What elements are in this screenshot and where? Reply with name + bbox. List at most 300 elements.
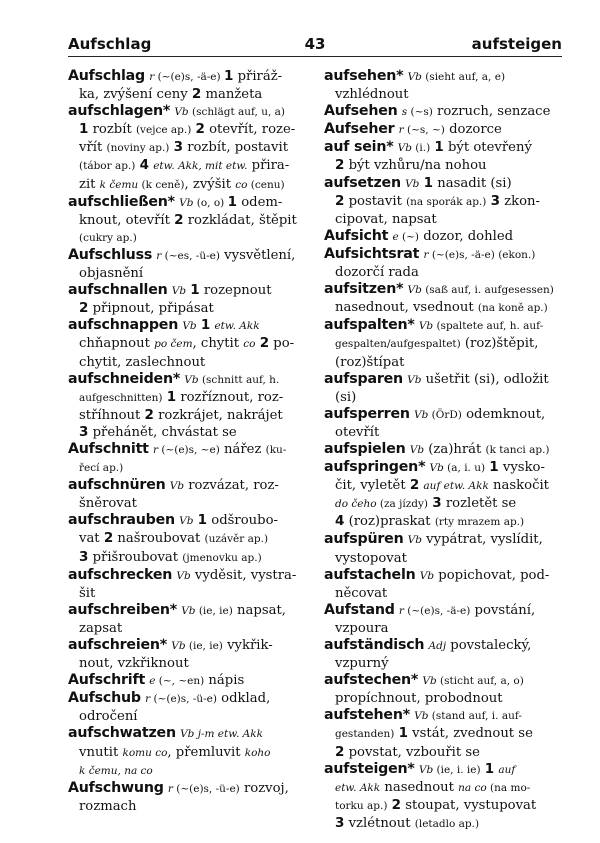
note: (~(e)s, ~e) — [157, 443, 220, 456]
entry-line — [324, 139, 566, 157]
definition-text: odklad, — [216, 691, 271, 707]
sense-number: 2 — [335, 743, 345, 760]
entry-line — [324, 389, 566, 406]
grammar-label: Vb — [409, 443, 425, 456]
grammar-label: r — [423, 248, 429, 261]
entry-line — [324, 531, 566, 549]
note: (schnitt auf, h. — [198, 373, 280, 386]
dictionary-entry — [324, 103, 566, 121]
note: (ÖrD) — [428, 408, 462, 421]
dictionary-entry — [68, 103, 318, 193]
grammar-label: Vb — [184, 373, 199, 386]
headword: aufschlagen* — [68, 103, 171, 120]
page-header — [68, 34, 562, 57]
grammar-label: Vb — [176, 569, 191, 582]
dictionary-entry — [68, 780, 318, 815]
header-last-entry: aufsteigen — [471, 35, 562, 53]
definition-text: rozletět se — [441, 496, 517, 512]
dictionary-entry — [68, 672, 318, 690]
entry-line — [68, 637, 318, 655]
definition-text: vysvětlení, — [219, 247, 296, 263]
entry-line — [324, 513, 566, 531]
definition-text: vzpoura — [335, 620, 389, 636]
entry-line — [324, 335, 566, 353]
note: (~s) — [407, 106, 433, 119]
dictionary-entry — [68, 637, 318, 672]
usage-note: etw. Akk — [214, 320, 260, 333]
usage-note: k čemu, na co — [79, 764, 153, 777]
entry-line — [68, 459, 318, 477]
definition-text: připnout, připásat — [88, 301, 214, 317]
sense-number: 1 — [200, 317, 211, 334]
definition-text: být vzhůru/na nohou — [344, 158, 487, 174]
headword: aufschnappen — [68, 317, 179, 334]
definition-text: vstát, zvednout se — [407, 726, 533, 742]
sense-number: 2 — [79, 300, 89, 317]
note: (uzávěr ap.) — [204, 533, 269, 546]
entry-line — [68, 103, 318, 121]
entry-line — [68, 567, 318, 585]
dictionary-entry — [324, 672, 566, 707]
entry-line — [324, 550, 566, 567]
sense-number: 3 — [79, 423, 89, 440]
entry-line — [324, 86, 566, 103]
definition-text: (roz)štěpit, — [460, 336, 539, 352]
sense-number: 2 — [195, 121, 205, 138]
grammar-label: Vb — [418, 320, 434, 333]
entry-line — [68, 585, 318, 602]
dictionary-entry — [324, 228, 566, 246]
headword: Aufsicht — [324, 227, 389, 244]
definition-text: dozorce — [444, 122, 502, 138]
usage-note: co — [235, 178, 248, 191]
note: (~es, -ü-e) — [161, 249, 220, 262]
definition-text: postavit — [344, 193, 407, 209]
usage-note: komu co — [122, 746, 168, 759]
note: gestanden) — [335, 728, 395, 741]
headword: aufstacheln — [324, 566, 416, 583]
definition-text: zit — [79, 176, 100, 192]
definition-text: rozepnout — [199, 283, 272, 299]
usage-note: etw. Akk — [335, 781, 381, 794]
headword: aufschließen* — [68, 193, 175, 210]
entry-line — [324, 602, 566, 620]
note: (cenu) — [247, 178, 285, 191]
headword: aufschrauben — [68, 512, 175, 529]
headword: aufspringen* — [324, 459, 426, 476]
note: (spaltete auf, h. auf- — [433, 320, 544, 333]
dictionary-entry — [68, 282, 318, 317]
note: (na mo- — [486, 781, 531, 794]
sense-number: 3 — [79, 548, 89, 565]
dictionary-entry — [68, 512, 318, 566]
definition-text: vzlétnout — [344, 815, 415, 831]
definition-text: rozkládat, štěpit — [183, 212, 297, 228]
headword: aufschnallen — [68, 282, 168, 299]
headword: aufständisch — [324, 637, 425, 653]
grammar-label: Vb — [407, 373, 422, 386]
definition-text: ušetřit (si), odložit — [421, 371, 549, 387]
grammar-label: Vb — [171, 640, 186, 652]
headword: Aufseher — [324, 121, 395, 138]
definition-text: naskočit — [488, 478, 549, 494]
definition-text: odemknout, — [461, 406, 546, 422]
entry-line — [68, 690, 318, 708]
entry-line — [68, 371, 318, 389]
sense-number: 3 — [173, 139, 183, 156]
definition-text: dozorčí rada — [335, 265, 419, 281]
note: (ie, ie) — [185, 640, 223, 652]
headword: aufsitzen* — [324, 281, 404, 298]
entry-line — [68, 335, 318, 353]
definition-text: rozmach — [79, 798, 137, 814]
entry-line — [324, 246, 566, 264]
entry-line — [68, 68, 318, 86]
entry-line — [68, 780, 318, 798]
entry-line — [324, 175, 566, 193]
entry-line — [324, 744, 566, 761]
note: (za jízdy) — [376, 498, 429, 511]
dictionary-entry — [324, 441, 566, 459]
definition-text: napsat, — [232, 602, 286, 618]
definition-text: (roz)praskat — [344, 514, 435, 530]
sense-number: 3 — [335, 814, 345, 831]
entry-line — [324, 725, 566, 743]
definition-text: otevřít, roze- — [204, 122, 296, 138]
grammar-label: Vb — [429, 462, 444, 475]
entry-line — [68, 121, 318, 139]
definition-text: vzpurný — [335, 656, 389, 672]
entry-line — [324, 672, 566, 690]
dictionary-entry — [324, 602, 566, 637]
sense-number: 1 — [423, 174, 434, 191]
definition-text: popichovat, pod- — [434, 567, 550, 583]
usage-note: do čeho — [335, 498, 377, 511]
definition-text: chňapnout — [79, 336, 155, 352]
headword: Aufschnitt — [68, 440, 149, 457]
definition-text: odšroubo- — [207, 513, 278, 529]
grammar-label: e — [392, 230, 399, 243]
dictionary-entry — [68, 725, 318, 779]
definition-text: , přemluvit — [167, 744, 245, 760]
definition-text: rozvoj, — [239, 780, 289, 796]
sense-number: 2 — [103, 530, 114, 547]
entry-line — [68, 139, 318, 157]
headword: aufsteigen* — [324, 760, 415, 777]
note: gespalten/aufgespaltet) — [335, 338, 461, 351]
headword: aufsehen* — [324, 68, 404, 84]
sense-number: 1 — [227, 193, 238, 210]
usage-note: auf etw. Akk — [423, 480, 489, 493]
entry-line — [68, 762, 318, 780]
sense-number: 2 — [391, 796, 402, 813]
note: (sticht auf, a, o) — [436, 675, 524, 688]
definition-text: šit — [79, 585, 96, 601]
definition-text: našroubovat — [113, 531, 205, 547]
note: torku ap.) — [335, 799, 388, 812]
entry-line — [324, 121, 566, 139]
definition-text: stoupat, vystupovat — [401, 797, 537, 813]
entry-line — [68, 407, 318, 424]
dictionary-entry — [68, 477, 318, 512]
dictionary-entry — [324, 567, 566, 602]
dictionary-entry — [68, 371, 318, 441]
entry-line — [324, 761, 566, 779]
headword: Aufschlag — [68, 68, 146, 84]
entry-line — [68, 655, 318, 672]
grammar-label: Vb — [407, 534, 422, 547]
note: (ie, ie) — [195, 604, 233, 617]
headword: auf sein* — [324, 139, 394, 156]
entry-line — [68, 229, 318, 247]
grammar-label: r — [156, 249, 162, 262]
note: (i.) — [411, 142, 431, 155]
definition-text: odem- — [237, 194, 283, 210]
definition-text: nasednout, vsednout — [335, 300, 478, 316]
definition-text: nasadit (si) — [433, 175, 512, 191]
sense-number: 4 — [335, 513, 345, 530]
grammar-label: Vb — [407, 284, 422, 297]
entry-line — [324, 779, 566, 797]
headword: aufschreiben* — [68, 601, 177, 618]
left-column — [68, 68, 318, 815]
definition-text: vypátrat, vyslídit, — [421, 532, 543, 548]
entry-line — [324, 68, 566, 86]
definition-text: vnutit — [79, 744, 123, 760]
headword: aufspalten* — [324, 317, 415, 334]
entry-line — [68, 424, 318, 441]
entry-line — [68, 798, 318, 815]
usage-note: co — [243, 338, 256, 351]
entry-line — [324, 797, 566, 815]
headword: aufsperren — [324, 405, 410, 422]
definition-text: vřít — [79, 140, 107, 156]
note: řecí ap.) — [79, 462, 124, 475]
entry-line — [324, 707, 566, 725]
definition-text: otevřít — [335, 424, 380, 440]
grammar-label: Vb — [181, 604, 196, 617]
entry-line — [68, 282, 318, 300]
headword: aufschrecken — [68, 566, 173, 583]
definition-text: přiráž- — [233, 69, 283, 84]
grammar-label: r — [149, 71, 155, 83]
entry-line — [324, 459, 566, 477]
entry-line — [68, 354, 318, 371]
headword: Aufsichtsrat — [324, 245, 420, 262]
grammar-label: Vb — [407, 71, 422, 83]
definition-text: vzhlédnout — [335, 87, 409, 103]
entry-line — [324, 264, 566, 281]
note: (stand auf, i. auf- — [428, 710, 522, 723]
grammar-label: Vb — [169, 480, 185, 493]
entry-line — [324, 103, 566, 121]
entry-line — [68, 194, 318, 212]
grammar-label: Vb — [414, 408, 429, 421]
note: (a, i. u) — [443, 462, 486, 475]
grammar-label: r — [167, 782, 173, 795]
entry-line — [324, 620, 566, 637]
sense-number: 1 — [434, 139, 444, 156]
definition-text: rozříznout, roz- — [176, 389, 284, 405]
headword: aufschneiden* — [68, 370, 181, 387]
note: (schlägt auf, u, a) — [188, 106, 286, 119]
definition-text: vyděsit, vystra- — [190, 567, 297, 583]
dictionary-entry — [68, 247, 318, 282]
definition-text: odročení — [79, 709, 138, 725]
entry-line — [68, 212, 318, 229]
dictionary-entry — [324, 139, 566, 174]
dictionary-entry — [68, 68, 318, 103]
note: (noviny ap.) — [106, 142, 170, 155]
note: (ku- — [265, 443, 287, 456]
headword: aufstechen* — [324, 672, 419, 689]
definition-text: rozruch, senzace — [432, 104, 551, 120]
headword: aufsparen — [324, 370, 403, 387]
entry-line — [68, 477, 318, 495]
definition-text: povstat, vzbouřit se — [344, 744, 480, 760]
headword: Aufsehen — [324, 103, 398, 120]
grammar-label: Vb — [180, 728, 195, 741]
headword: Aufschub — [68, 690, 141, 707]
sense-number: 2 — [174, 211, 184, 228]
grammar-label: e — [149, 675, 156, 688]
entry-line — [324, 371, 566, 389]
dictionary-entry — [68, 317, 318, 370]
dictionary-entry — [324, 637, 566, 672]
definition-text: zkon- — [499, 193, 541, 209]
grammar-label: r — [398, 604, 404, 617]
grammar-label: Vb — [422, 675, 437, 688]
headword: Aufschrift — [68, 672, 146, 689]
headword: aufschnüren — [68, 477, 166, 494]
headword: aufsetzen — [324, 174, 401, 191]
definition-text: (roz)štípat — [335, 354, 405, 370]
sense-number: 1 — [197, 512, 208, 529]
entry-line — [68, 495, 318, 512]
grammar-label: s — [401, 106, 408, 119]
entry-line — [68, 86, 318, 103]
usage-note: na co — [458, 781, 487, 794]
definition-text: knout, otevřít — [79, 212, 175, 228]
definition-text: po- — [269, 336, 295, 352]
entry-line — [68, 176, 318, 194]
definition-text: rozbít — [88, 122, 136, 138]
entry-line — [324, 299, 566, 317]
dictionary-entry — [324, 531, 566, 566]
entry-line — [68, 157, 318, 175]
definition-text: rozvázat, roz- — [184, 478, 279, 494]
definition-text: objasnění — [79, 266, 144, 282]
headword: aufspüren — [324, 531, 404, 548]
note: (~(e)s, -ä-e) (ekon.) — [428, 248, 536, 261]
headword: aufspielen — [324, 440, 406, 457]
definition-text: zapsat — [79, 620, 123, 636]
entry-line — [68, 602, 318, 620]
entry-line — [68, 300, 318, 317]
note: (vejce ap.) — [135, 124, 192, 137]
definition-text: vykřik- — [222, 638, 273, 653]
grammar-label: Vb — [397, 142, 412, 155]
dictionary-entry — [324, 707, 566, 760]
note: aufgeschnitten) — [79, 391, 163, 404]
note: (k tanci ap.) — [485, 443, 550, 456]
entry-line — [324, 441, 566, 459]
definition-text: cipovat, napsat — [335, 211, 437, 227]
note: (~, ~en) — [155, 675, 205, 688]
entry-line — [324, 317, 566, 335]
grammar-label: Vb — [182, 320, 197, 333]
grammar-label: Vb — [405, 177, 420, 190]
entry-line — [68, 389, 318, 407]
note: (tábor ap.) — [79, 160, 136, 173]
note: (jmenovku ap.) — [182, 551, 262, 564]
dictionary-entry — [324, 281, 566, 317]
sense-number: 3 — [432, 495, 442, 512]
page-number: 43 — [304, 35, 326, 53]
entry-line — [324, 815, 566, 833]
definition-text: nářez — [219, 441, 266, 457]
definition-text: nout, vzkřiknout — [79, 656, 189, 672]
definition-text: stříhnout — [79, 407, 145, 423]
definition-text: přišroubovat — [88, 549, 183, 565]
headword: aufschwatzen — [68, 725, 176, 742]
entry-line — [324, 424, 566, 441]
usage-note: etw. Akk, mit etw. — [153, 160, 248, 173]
note: (~(e)s, -ä-e) — [403, 604, 471, 617]
dictionary-entry — [68, 602, 318, 637]
grammar-label: r — [152, 443, 158, 456]
entry-line — [324, 477, 566, 495]
definition-text: vystopovat — [335, 550, 407, 566]
headword: aufschreien* — [68, 637, 168, 653]
entry-line — [324, 655, 566, 672]
dictionary-entry — [324, 175, 566, 228]
definition-text: rozkrájet, nakrájet — [153, 407, 283, 423]
definition-text: šněrovat — [79, 496, 137, 512]
entry-line — [68, 530, 318, 548]
definition-text: (si) — [335, 389, 357, 405]
header-first-entry: Aufschlag — [68, 35, 152, 53]
usage-note: k čemu — [99, 178, 139, 191]
entry-line — [324, 228, 566, 246]
sense-number: 2 — [335, 192, 345, 209]
note: (o, o) — [193, 196, 228, 209]
sense-number: 1 — [223, 68, 234, 84]
headword: aufstehen* — [324, 707, 410, 724]
definition-text: přehánět, chvástat se — [88, 424, 237, 440]
note: (sieht auf, a, e) — [421, 71, 506, 83]
definition-text: , zvýšit — [184, 176, 236, 192]
grammar-label: Vb — [171, 285, 187, 298]
headword: Aufstand — [324, 601, 395, 618]
dictionary-entry — [324, 761, 566, 833]
entry-line — [324, 157, 566, 174]
dictionary-entry — [324, 317, 566, 370]
definition-text: vysko- — [498, 460, 545, 476]
definition-text: dozor, dohled — [419, 228, 514, 244]
definition-text: čit, vyletět — [335, 478, 410, 494]
definition-text: něcovat — [335, 585, 388, 601]
sense-number: 2 — [259, 335, 270, 352]
entry-line — [324, 281, 566, 299]
entry-line — [68, 512, 318, 530]
dictionary-entry — [324, 121, 566, 139]
grammar-label: r — [398, 124, 404, 137]
note: (cukry ap.) — [79, 231, 137, 244]
usage-note: po čem — [154, 338, 193, 351]
sense-number: 1 — [79, 121, 89, 138]
entry-line — [324, 354, 566, 371]
